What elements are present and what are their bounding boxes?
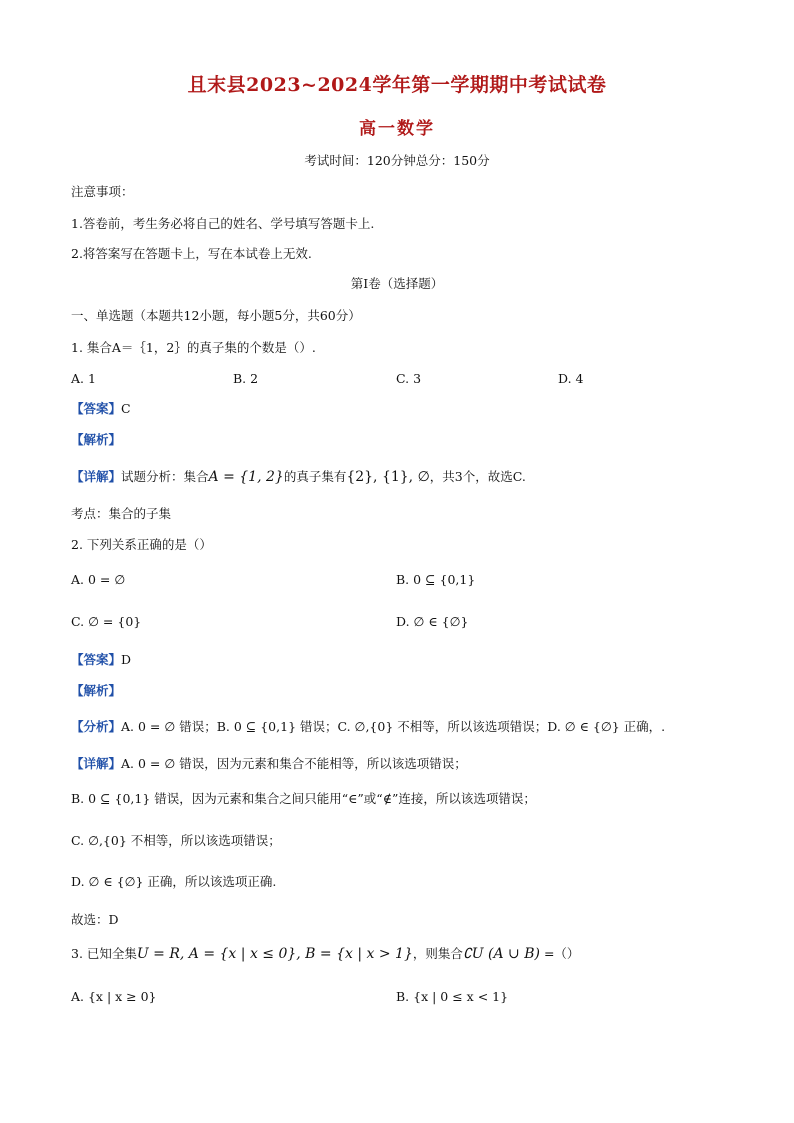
answer-label: 【答案】: [71, 652, 122, 667]
q1-detail-line: [71, 468, 526, 486]
q2-answer-line: [71, 651, 131, 669]
exam-subtitle: 高一数学: [359, 119, 435, 139]
q2-option-d: D. ∅ ∈ {∅}: [396, 614, 469, 629]
q3-stem-math2: ∁U (A ∪ B): [462, 946, 540, 962]
analysis-label: 【解析】: [71, 683, 122, 698]
q3-stem-mid: ，则集合: [412, 946, 463, 961]
q1-detail-suffix: ，共3个，故选C.: [429, 469, 526, 484]
q2-option-c: C. ∅ = {0}: [71, 614, 142, 629]
notice-heading: 注意事项：: [71, 184, 134, 199]
detail-label: 【详解】: [71, 756, 122, 771]
q2-detail-a: A. 0 = ∅ 错误，因为元素和集合不能相等，所以该选项错误；: [121, 756, 467, 771]
q3-stem: [71, 945, 579, 963]
q1-option-b: B. 2: [233, 371, 259, 386]
q2-fenxi-line: [71, 718, 665, 736]
q2-detail-b: B. 0 ⊆ {0,1} 错误，因为元素和集合之间只能用“∈”或“∉”连接，所以该选项错误；: [71, 791, 536, 806]
q1-option-c: C. 3: [396, 371, 422, 386]
fenxi-label: 【分析】: [71, 719, 122, 734]
q1-stem: 1. 集合A＝｛1，2｝的真子集的个数是（）.: [71, 340, 316, 355]
q1-answer: C: [121, 401, 131, 416]
q1-detail-mid: 的真子集有: [283, 469, 347, 484]
volume-title: 第Ⅰ卷（选择题）: [350, 276, 444, 291]
detail-label: 【详解】: [71, 469, 122, 484]
q2-fenxi-text: A. 0 = ∅ 错误；B. 0 ⊆ {0,1} 错误；C. ∅,{0} 不相等，所以该选项错误；D. ∅ ∈ {∅} 正确，.: [121, 719, 666, 734]
analysis-label: 【解析】: [71, 432, 122, 447]
q1-option-a: A. 1: [71, 371, 96, 386]
q2-option-a: A. 0 = ∅: [71, 572, 126, 587]
q1-kaodian: 考点：集合的子集: [71, 506, 172, 521]
q1-answer-line: [71, 400, 131, 418]
q2-answer: D: [121, 652, 132, 667]
section-heading: 一、单选题（本题共12小题，每小题5分，共60分）: [71, 308, 361, 323]
q1-detail-math1: A = {1, 2}: [208, 469, 284, 485]
q2-stem: 2. 下列关系正确的是（）: [71, 537, 212, 552]
q3-stem-suffix: =（）: [539, 946, 580, 961]
q1-detail-prefix: 试题分析：集合: [121, 469, 209, 484]
q3-option-a: A. {x | x ≥ 0}: [71, 989, 157, 1004]
exam-title: 且末县2023~2024学年第一学期期中考试试卷: [187, 74, 607, 96]
q2-detail-line: [71, 755, 467, 773]
answer-label: 【答案】: [71, 401, 122, 416]
q2-analysis-line: [71, 682, 121, 700]
q1-analysis-line: [71, 431, 121, 449]
q1-option-d: D. 4: [558, 371, 584, 386]
q2-detail-c: C. ∅,{0} 不相等，所以该选项错误；: [71, 833, 281, 848]
q1-detail-math2: {2}, {1}, ∅: [346, 469, 430, 485]
q3-stem-prefix: 3. 已知全集: [71, 946, 137, 961]
q2-conclusion: 故选：D: [71, 912, 119, 927]
q3-option-b: B. {x | 0 ≤ x < 1}: [396, 989, 509, 1004]
q2-option-b: B. 0 ⊆ {0,1}: [396, 572, 476, 587]
notice-item-1: 1.答卷前，考生务必将自己的姓名、学号填写答题卡上.: [71, 216, 375, 231]
q3-stem-math: U = R, A = {x | x ≤ 0}, B = {x | x > 1}: [136, 946, 413, 962]
notice-item-2: 2.将答案写在答题卡上，写在本试卷上无效.: [71, 246, 312, 261]
exam-info: 考试时间：120分钟总分：150分: [304, 153, 490, 168]
q2-detail-d: D. ∅ ∈ {∅} 正确，所以该选项正确.: [71, 874, 277, 889]
